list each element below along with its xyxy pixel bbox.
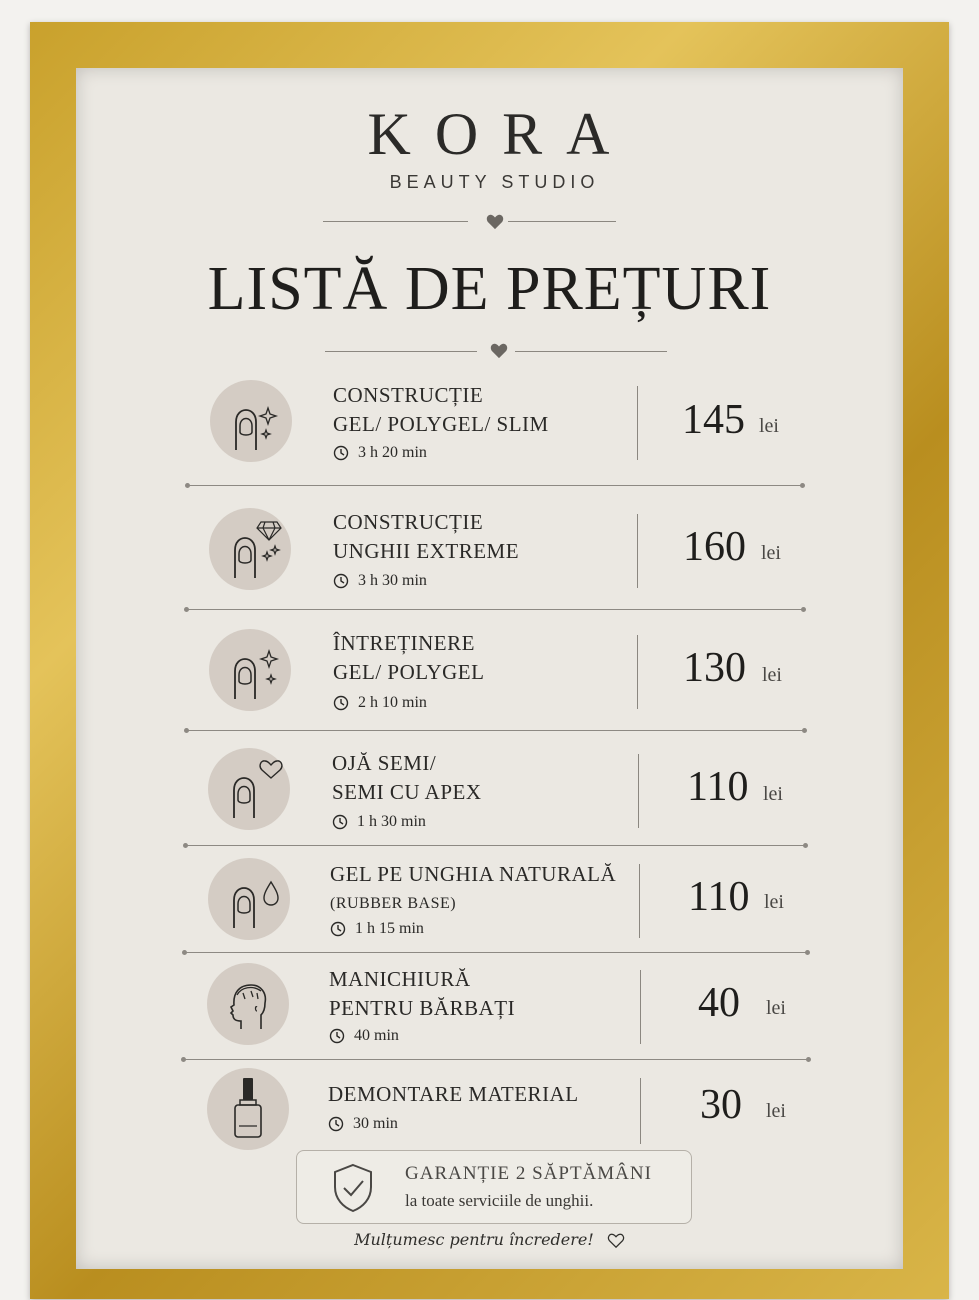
duration-text: 3 h 20 min bbox=[358, 444, 427, 461]
service-name-line2: GEL/ POLYGEL/ SLIM bbox=[333, 412, 549, 436]
row-separator bbox=[186, 845, 806, 846]
price-list-poster bbox=[76, 68, 903, 1269]
thank-you-text: Mulțumesc pentru încredere! bbox=[354, 1230, 594, 1249]
row-separator bbox=[187, 609, 804, 610]
service-name bbox=[333, 381, 549, 439]
clock-icon bbox=[333, 695, 349, 711]
row-divider bbox=[640, 970, 641, 1044]
service-name bbox=[333, 629, 484, 687]
duration-text: 30 min bbox=[353, 1115, 398, 1132]
duration-text: 2 h 10 min bbox=[358, 694, 427, 711]
row-separator bbox=[185, 952, 807, 953]
service-name-line1: OJĂ SEMI/ bbox=[332, 751, 437, 775]
separator-dot bbox=[802, 728, 807, 733]
duration-text: 1 h 30 min bbox=[357, 813, 426, 830]
divider-title-left bbox=[325, 351, 477, 352]
row-separator bbox=[187, 730, 804, 731]
service-name-line1: ÎNTREȚINERE bbox=[333, 631, 475, 655]
row-separator bbox=[188, 485, 803, 486]
divider-title-right bbox=[515, 351, 667, 352]
service-name bbox=[329, 965, 515, 1023]
separator-dot bbox=[800, 483, 805, 488]
service-price: 110 bbox=[688, 874, 750, 920]
service-name bbox=[328, 1080, 579, 1109]
service-name-line2: GEL/ POLYGEL bbox=[333, 660, 485, 684]
currency-label: lei bbox=[766, 1100, 786, 1122]
man-profile-icon bbox=[207, 963, 289, 1045]
service-price: 145 bbox=[682, 397, 745, 443]
service-duration bbox=[333, 572, 427, 590]
currency-label: lei bbox=[766, 997, 786, 1019]
shield-check-icon bbox=[331, 1163, 375, 1213]
nail-polish-bottle-icon bbox=[207, 1068, 289, 1150]
clock-icon bbox=[332, 814, 348, 830]
nail-heart-icon bbox=[208, 748, 290, 830]
service-duration bbox=[329, 1027, 399, 1045]
service-name-line2: UNGHII EXTREME bbox=[333, 539, 520, 563]
service-price: 110 bbox=[687, 764, 749, 810]
page-title: LISTĂ DE PREȚURI bbox=[207, 255, 772, 323]
service-price: 30 bbox=[700, 1082, 742, 1128]
service-duration bbox=[333, 444, 427, 462]
service-duration bbox=[328, 1115, 398, 1133]
separator-dot bbox=[805, 950, 810, 955]
service-name-line1: GEL PE UNGHIA NATURALĂ bbox=[330, 862, 617, 886]
clock-icon bbox=[328, 1116, 344, 1132]
service-name-line1: CONSTRUCȚIE bbox=[333, 510, 484, 534]
service-name bbox=[332, 749, 482, 807]
currency-label: lei bbox=[762, 664, 782, 686]
row-divider bbox=[639, 864, 640, 938]
service-duration bbox=[330, 920, 424, 938]
service-name-line1: DEMONTARE MATERIAL bbox=[328, 1082, 579, 1106]
heart-icon bbox=[490, 343, 508, 359]
row-divider bbox=[640, 1078, 641, 1144]
row-divider bbox=[637, 386, 638, 460]
heart-icon bbox=[486, 214, 504, 230]
guarantee-box bbox=[296, 1150, 692, 1224]
duration-text: 3 h 30 min bbox=[358, 572, 427, 589]
currency-label: lei bbox=[761, 542, 781, 564]
clock-icon bbox=[333, 445, 349, 461]
guarantee-subtitle: la toate serviciile de unghii. bbox=[405, 1191, 594, 1210]
guarantee-title: GARANȚIE 2 SĂPTĂMÂNI bbox=[405, 1163, 652, 1184]
row-divider bbox=[638, 754, 639, 828]
service-name-line2: (RUBBER BASE) bbox=[330, 895, 457, 912]
divider-top-right bbox=[508, 221, 616, 222]
service-name-line2: SEMI CU APEX bbox=[332, 780, 482, 804]
separator-dot bbox=[806, 1057, 811, 1062]
nail-diamond-icon bbox=[209, 508, 291, 590]
service-name bbox=[333, 508, 519, 566]
duration-text: 40 min bbox=[354, 1027, 399, 1044]
service-duration bbox=[332, 813, 426, 831]
service-name bbox=[330, 860, 616, 918]
service-price: 40 bbox=[698, 980, 740, 1026]
nail-sparkles-icon bbox=[210, 380, 292, 462]
service-name-line2: PENTRU BĂRBAȚI bbox=[329, 996, 516, 1020]
nail-drop-icon bbox=[208, 858, 290, 940]
currency-label: lei bbox=[759, 415, 779, 437]
brand-name: KORA bbox=[367, 101, 634, 167]
service-name-line1: CONSTRUCȚIE bbox=[333, 383, 484, 407]
row-separator bbox=[184, 1059, 808, 1060]
divider-top-left bbox=[323, 221, 468, 222]
nail-sparkles-icon bbox=[209, 629, 291, 711]
duration-text: 1 h 15 min bbox=[355, 920, 424, 937]
brand-subtitle: BEAUTY STUDIO bbox=[389, 172, 600, 192]
row-divider bbox=[637, 635, 638, 709]
thank-you-note bbox=[76, 1230, 903, 1249]
row-divider bbox=[637, 514, 638, 588]
heart-outline-icon bbox=[607, 1233, 625, 1249]
clock-icon bbox=[333, 573, 349, 589]
currency-label: lei bbox=[764, 891, 784, 913]
service-price: 160 bbox=[683, 524, 746, 570]
clock-icon bbox=[330, 921, 346, 937]
separator-dot bbox=[801, 607, 806, 612]
service-name-line1: MANICHIURĂ bbox=[329, 967, 471, 991]
currency-label: lei bbox=[763, 783, 783, 805]
service-price: 130 bbox=[683, 645, 746, 691]
separator-dot bbox=[803, 843, 808, 848]
clock-icon bbox=[329, 1028, 345, 1044]
service-duration bbox=[333, 694, 427, 712]
